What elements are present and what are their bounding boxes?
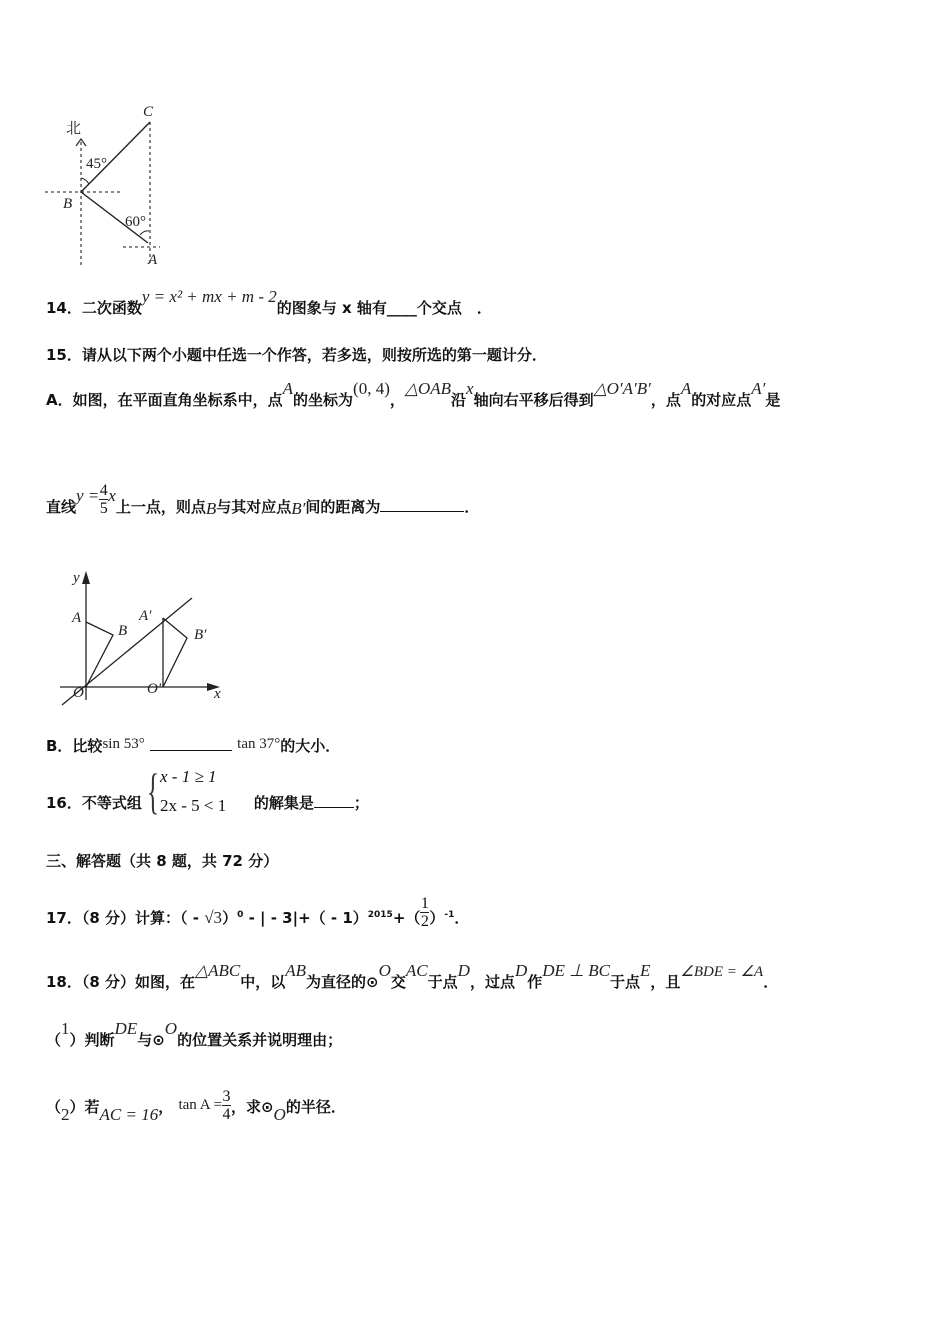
text: 作 xyxy=(527,973,543,991)
text: ． xyxy=(454,909,470,927)
section-3-title: 三、解答题（共 8 题，共 72 分） xyxy=(46,852,279,870)
text: ， xyxy=(389,391,405,409)
text: 于点 xyxy=(609,973,640,991)
text: 轴向右平移后得到 xyxy=(473,391,594,409)
denominator: 5 xyxy=(99,500,108,517)
text: 17．（8 分）计算：（ - xyxy=(46,909,205,927)
math: √3 xyxy=(204,908,223,927)
math: O xyxy=(164,1019,178,1038)
math: D xyxy=(514,961,528,980)
text: ） xyxy=(222,909,238,927)
math: B xyxy=(205,499,217,518)
text: 的坐标为 xyxy=(293,391,354,409)
exponent: 0 xyxy=(237,910,244,920)
text: ，求⊙ xyxy=(230,1098,274,1116)
math: B′ xyxy=(291,499,306,518)
math: D xyxy=(457,961,470,980)
point-a-prime-label: A′ xyxy=(139,608,152,624)
text: ， xyxy=(158,1098,174,1116)
angle-60-label: 60° xyxy=(125,214,146,230)
math: E xyxy=(639,961,651,980)
math: △OAB xyxy=(404,379,451,398)
numerator: 4 xyxy=(99,482,108,499)
math: x xyxy=(466,379,474,398)
brace: { xyxy=(147,763,159,819)
inequality-2: 2x - 5 < 1 xyxy=(160,796,227,815)
text: 于点 xyxy=(427,973,458,991)
text: ）判断 xyxy=(69,1031,115,1049)
math: tan A = xyxy=(178,1097,222,1113)
text: 的位置关系并说明理由； xyxy=(177,1031,343,1049)
text: ）若 xyxy=(69,1098,100,1116)
fraction xyxy=(222,1088,231,1123)
math: AC = 16 xyxy=(99,1105,159,1124)
exponent: 2015 xyxy=(367,910,393,920)
question-18-part-1 xyxy=(46,1019,343,1050)
fraction xyxy=(420,895,429,930)
exponent: -1 xyxy=(444,910,455,920)
question-17 xyxy=(46,895,470,936)
text: ，且 xyxy=(650,973,681,991)
math: A xyxy=(680,379,692,398)
coordinate-diagram xyxy=(0,0,240,720)
math: 1 xyxy=(61,1019,70,1038)
text: 18．（8 分）如图，在 xyxy=(46,973,196,991)
text: 的大小． xyxy=(280,737,341,755)
math: A′ xyxy=(751,379,766,398)
math: sin 53° xyxy=(102,736,145,752)
x-axis-label: x xyxy=(214,686,221,702)
math: AC xyxy=(405,961,428,980)
origin-label: O xyxy=(73,685,84,701)
text: 16．不等式组 xyxy=(46,794,142,812)
math: DE xyxy=(114,1019,138,1038)
text: 是 xyxy=(765,391,781,409)
text: 与⊙ xyxy=(137,1031,165,1049)
math: DE ⊥ BC xyxy=(542,961,610,980)
q14-label: 14．二次函数 xyxy=(46,299,142,317)
text: （ xyxy=(46,1098,62,1116)
text: ） xyxy=(429,909,445,927)
question-15b xyxy=(46,736,340,757)
point-o-prime-label: O′ xyxy=(147,681,162,697)
numerator: 3 xyxy=(222,1088,231,1105)
text: - | - 3|+（ - 1） xyxy=(243,909,368,927)
text: +（ xyxy=(392,909,421,927)
answer-blank[interactable] xyxy=(150,736,232,751)
text: 的半径． xyxy=(285,1098,346,1116)
answer-blank[interactable] xyxy=(314,793,354,808)
text: B．比较 xyxy=(46,737,103,755)
text: 的对应点 xyxy=(691,391,752,409)
math: A xyxy=(282,379,294,398)
answer-blank[interactable] xyxy=(380,497,464,512)
y-axis-label: y xyxy=(73,570,80,586)
numerator: 1 xyxy=(420,895,429,912)
text: 间的距离为 xyxy=(305,498,381,516)
q14-tail: 的图象与 x 轴有____个交点 ． xyxy=(276,299,492,317)
math: y = xyxy=(76,486,100,505)
math: O xyxy=(273,1105,286,1124)
text: 为直径的⊙ xyxy=(306,973,379,991)
text: ． xyxy=(464,498,480,516)
inequality-1: x - 1 ≥ 1 xyxy=(160,767,217,786)
north-label: 北 xyxy=(66,119,82,137)
math: △O′A′B′ xyxy=(593,379,651,398)
math: x xyxy=(108,486,116,505)
text: ； xyxy=(353,794,369,812)
text: ，过点 xyxy=(469,973,515,991)
text: 中，以 xyxy=(240,973,286,991)
point-a-label: A xyxy=(148,252,158,268)
point-c-label: C xyxy=(143,104,154,120)
text: 与其对应点 xyxy=(216,498,292,516)
point-b-label: B xyxy=(118,623,128,639)
text: 直线 xyxy=(46,498,77,516)
denominator: 2 xyxy=(420,913,429,930)
point-b-prime-label: B′ xyxy=(194,627,207,643)
point-b-label: B xyxy=(63,196,73,212)
text: 沿 xyxy=(451,391,467,409)
angle-45-label: 45° xyxy=(86,156,107,172)
text: 交 xyxy=(390,973,406,991)
question-18 xyxy=(46,961,779,993)
math: O xyxy=(378,961,391,980)
text: 的解集是 xyxy=(253,794,314,812)
math: ∠BDE = ∠A xyxy=(680,964,764,980)
question-18-part-2 xyxy=(46,1090,346,1125)
text: ，点 xyxy=(650,391,681,409)
text: （ xyxy=(46,1031,62,1049)
point-a-label: A xyxy=(72,610,82,626)
math: tan 37° xyxy=(237,736,281,752)
q14-expression: y = x² + mx + m - 2 xyxy=(141,287,277,306)
text: ． xyxy=(763,973,779,991)
math: (0, 4) xyxy=(353,379,390,398)
text: 上一点，则点 xyxy=(115,498,206,516)
math: △ABC xyxy=(195,961,241,980)
math: 2 xyxy=(61,1105,70,1124)
question-15: 15．请从以下两个小题中任选一个作答，若多选，则按所选的第一题计分． xyxy=(46,346,547,364)
text: A．如图，在平面直角坐标系中，点 xyxy=(46,391,283,409)
denominator: 4 xyxy=(222,1106,231,1123)
math: AB xyxy=(285,961,307,980)
